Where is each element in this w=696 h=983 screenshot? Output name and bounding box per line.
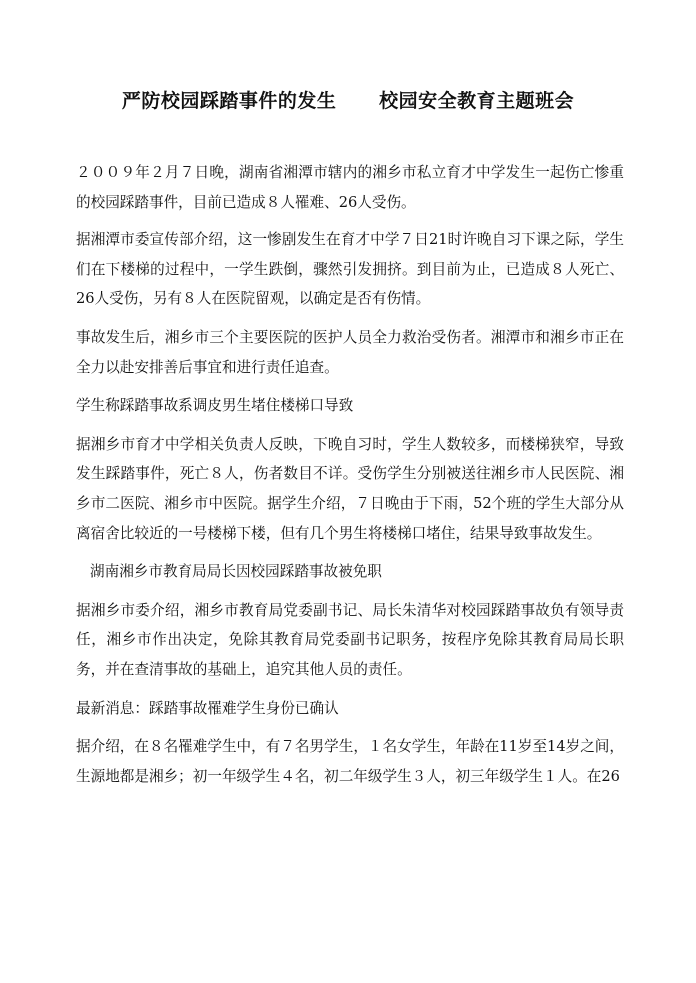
section-heading: 学生称踩踏事故系调皮男生堵住楼梯口导致 [76,397,354,415]
section-heading: 湖南湘乡市教育局局长因校园踩踏事故被免职 [90,563,382,581]
paragraph: 据湘潭市委宣传部介绍，这一惨剧发生在育才中学７日21时许晚自习下课之际，学生们在下楼梯的过程中，一学生跌倒，骤然引发拥挤。到目前为止，已造成８人死亡、26人受伤，另有８人在医院留观，以确定是否有伤情。 [76,231,624,308]
section-heading: 最新消息：踩踏事故罹难学生身份已确认 [76,699,339,717]
paragraph: 据湘乡市委介绍，湘乡市教育局党委副书记、局长朱清华对校园踩踏事故负有领导责任，湘乡市作出决定，免除其教育局党委副书记职务，按程序免除其教育局局长职务，并在查清事故的基础上，追究其他人员的责任。 [76,601,624,678]
paragraph: 据湘乡市育才中学相关负责人反映，下晚自习时，学生人数较多，而楼梯狭窄，导致发生踩踏事件，死亡８人，伤者数目不详。受伤学生分别被送往湘乡市人民医院、湘乡市二医院、湘乡市中医院。据学生介绍，７日晚由于下雨，52个班的学生大部分从离宿舍比较近的一号楼梯下楼，但有几个男生将楼梯口堵住，结果导致事故发生。 [76,435,624,542]
document-title: 严防校园踩踏事件的发生 校园安全教育主题班会 [121,90,575,112]
paragraph: ２００９年２月７日晚，湖南省湘潭市辖内的湘乡市私立育才中学发生一起伤亡惨重的校园踩踏事件，目前已造成８人罹难、26人受伤。 [76,164,624,211]
paragraph: 据介绍，在８名罹难学生中，有７名男学生，１名女学生，年龄在11岁至14岁之间，生源地都是湘乡；初一年级学生４名，初二年级学生３人，初三年级学生１人。在26 [76,738,624,785]
paragraph: 事故发生后，湘乡市三个主要医院的医护人员全力救治受伤者。湘潭市和湘乡市正在全力以赴安排善后事宜和进行责任追查。 [76,328,624,376]
document-body [76,158,624,800]
